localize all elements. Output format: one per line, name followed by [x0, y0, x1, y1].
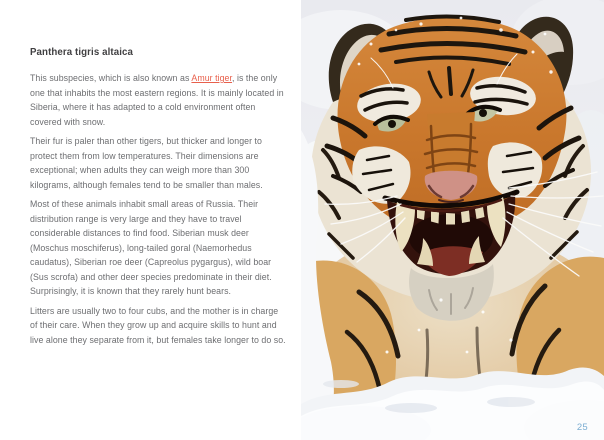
article-text [30, 47, 288, 352]
tiger-photo [301, 0, 604, 440]
intro-text-before: This subspecies, which is also known as [30, 73, 192, 83]
amur-tiger-link[interactable]: Amur tiger [191, 73, 232, 83]
paragraph-fur: Their fur is paler than other tigers, but thicker and longer to protect them from low temperatures. Their dimensions are exceptional; when adults they can weigh more than 300 kilograms, although females tend to be smaller than males. [30, 136, 263, 190]
paragraph-intro [30, 71, 288, 129]
paragraph-habitat-diet: Most of these animals inhabit small areas of Russia. Their distribution range is very large and they have to travel considerable distances to find food. Siberian musk deer (Moschus moschiferus), long-tailed goral (Naemorhedus caudatus), Siberian roe deer (Capreolus pygargus), wild boar (Sus scrofa) and other deer species predominate in their diet. Surprisingly, it is known that they rarely hunt bears. [30, 199, 272, 296]
tiger-illustration [301, 0, 604, 440]
article-title: Panthera tigris altaica [30, 47, 133, 58]
intro-text-after: , is the only one that inhabits the most eastern regions. It is mainly located in Siberia, where it has adapted to a cold environment often covered with snow. [30, 73, 284, 127]
paragraph-litters: Litters are usually two to four cubs, and the mother is in charge of their care. When they grow up and acquire skills to hunt and live alone they separate from it, but females take longer to do so. [30, 305, 286, 345]
page-number: 25 [576, 422, 588, 433]
